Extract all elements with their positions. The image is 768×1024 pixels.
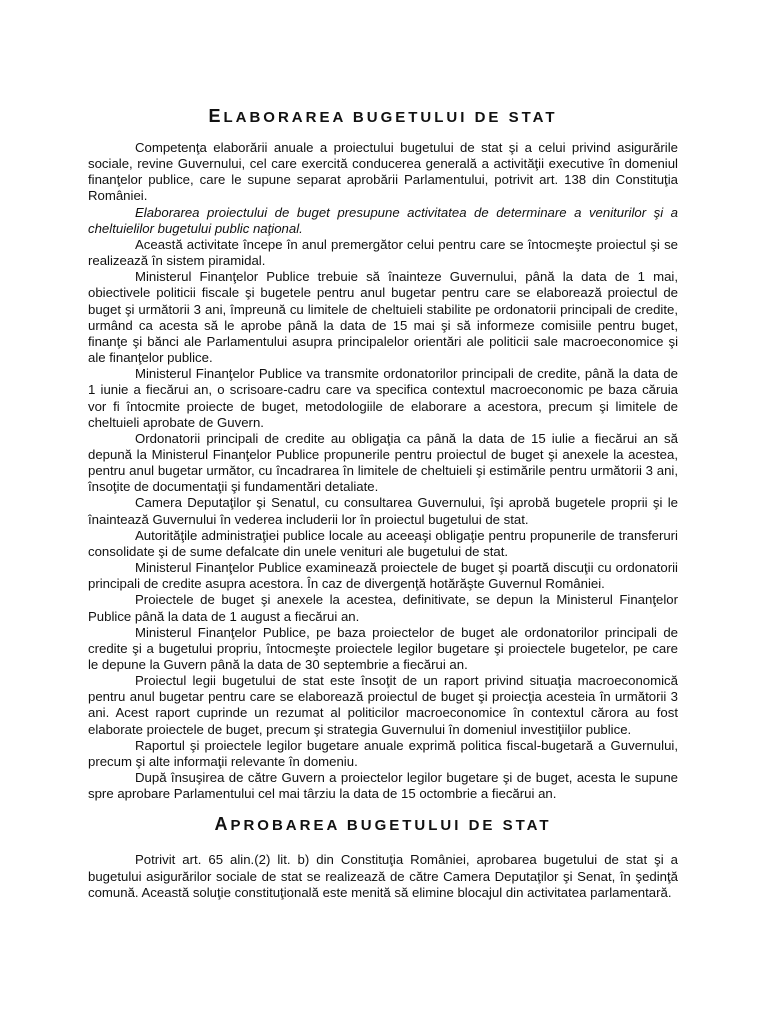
title-initial: E bbox=[208, 106, 224, 126]
paragraph: Potrivit art. 65 alin.(2) lit. b) din Constituţia României, aprobarea bugetului de stat şi a bugetului asigurărilor sociale de stat se realizează de către Camera Deputaţilor şi Senat, în şedinţă comună. Această soluţie constituţională este menită să elimine blocajul din activitatea parlamentară. bbox=[88, 852, 678, 900]
paragraph: Autorităţile administraţiei publice locale au aceeaşi obligaţie pentru propunerile de transferuri consolidate şi de sume defalcate din unele venituri ale bugetului de stat. bbox=[88, 527, 678, 559]
section-title-elaborarea bbox=[88, 0, 678, 128]
title-rest: PROBAREA BUGETULUI DE STAT bbox=[230, 817, 552, 835]
paragraph: Camera Deputaţilor şi Senatul, cu consultarea Guvernului, îşi aprobă bugetele proprii şi le înaintează Guvernului în vederea includerii lor în proiectul bugetului de stat. bbox=[88, 495, 678, 527]
paragraph: Proiectele de buget şi anexele la acestea, definitivate, se depun la Ministerul Finanţelor Publice până la data de 1 august a fiecărui an. bbox=[88, 592, 678, 624]
section-title-aprobarea bbox=[88, 814, 678, 836]
paragraph: Proiectul legii bugetului de stat este însoţit de un raport privind situaţia macroeconomică pentru anul bugetar pentru care se elaborează proiectul de buget şi proiecţia acesteia în următorii 3 ani. Acest raport cuprinde un rezumat al politicilor macroeconomice în contextul cărora au fost elaborate proiectele de buget, precum şi strategia Guvernului în domeniul investiţiilor publice. bbox=[88, 673, 678, 737]
title-rest: LABORAREA BUGETULUI DE STAT bbox=[223, 109, 558, 126]
paragraph: După însuşirea de către Guvern a proiectelor legilor bugetare şi de buget, acesta le supune spre aprobare Parlamentului cel mai târziu la data de 15 octombrie a fiecărui an. bbox=[88, 770, 678, 802]
paragraph: Ministerul Finanţelor Publice examinează proiectele de buget şi poartă discuţii cu ordonatorii principali de credite asupra acestora. În caz de divergenţă hotărăşte Guvernul României. bbox=[88, 560, 678, 592]
paragraph: Această activitate începe în anul premergător celui pentru care se întocmeşte proiectul şi se realizează în sistem piramidal. bbox=[88, 236, 678, 269]
paragraph: Ministerul Finanţelor Publice trebuie să înainteze Guvernului, până la data de 1 mai, obiectivele politicii fiscale şi bugetele pentru anul bugetar pentru care se elaborează proiectul de buget şi următorii 3 ani, împreună cu limitele de cheltuieli stabilite pe ordonatorii principali de credite, urmând ca acesta să le aprobe până la data de 15 mai şi să informeze comisiile pentru buget, finanţe şi bănci ale Parlamentului asupra principalelor orientări ale politicii sale macroeconomice şi ale finanţelor publice. bbox=[88, 269, 678, 366]
paragraph: Raportul şi proiectele legilor bugetare anuale exprimă politica fiscal-bugetară a Guvernului, precum şi alte informaţii relevante în domeniu. bbox=[88, 737, 678, 769]
paragraph: Ministerul Finanţelor Publice va transmite ordonatorilor principali de credite, până la data de 1 iunie a fiecărui an, o scrisoare-cadru care va specifica contextul macroeconomic pe baza căruia vor fi întocmite proiecte de buget, metodologiile de elaborare a acestora, precum şi limitele de cheltuieli aprobate de Guvern. bbox=[88, 366, 678, 430]
paragraph: Competenţa elaborării anuale a proiectului bugetului de stat şi a celui privind asigurările sociale, revine Guvernului, cel care exercită conducerea generală a activităţii executive în domeniul finanţelor publice, care le supune separat aprobării Parlamentului, potrivit art. 138 din Constituţia României. bbox=[88, 140, 678, 204]
paragraph-italic: Elaborarea proiectului de buget presupune activitatea de determinare a veniturilor şi a cheltuielilor bugetului public naţional. bbox=[88, 204, 678, 236]
title-initial: A bbox=[214, 814, 231, 835]
paragraph: Ministerul Finanţelor Publice, pe baza proiectelor de buget ale ordonatorilor principali de credite şi a bugetului propriu, întocmeşte proiectele legilor bugetare şi proiectele bugetelor, pe care le depune la Guvern până la data de 30 septembrie a fiecărui an. bbox=[88, 624, 678, 672]
paragraph: Ordonatorii principali de credite au obligaţia ca până la data de 15 iulie a fiecărui an să depună la Ministerul Finanţelor Publice propunerile pentru proiectul de buget şi anexele la acestea, pentru anul bugetar următor, cu încadrarea în limitele de cheltuieli şi estimările pentru următorii 3 ani, însoţite de documentaţii şi fundamentări detaliate. bbox=[88, 430, 678, 495]
